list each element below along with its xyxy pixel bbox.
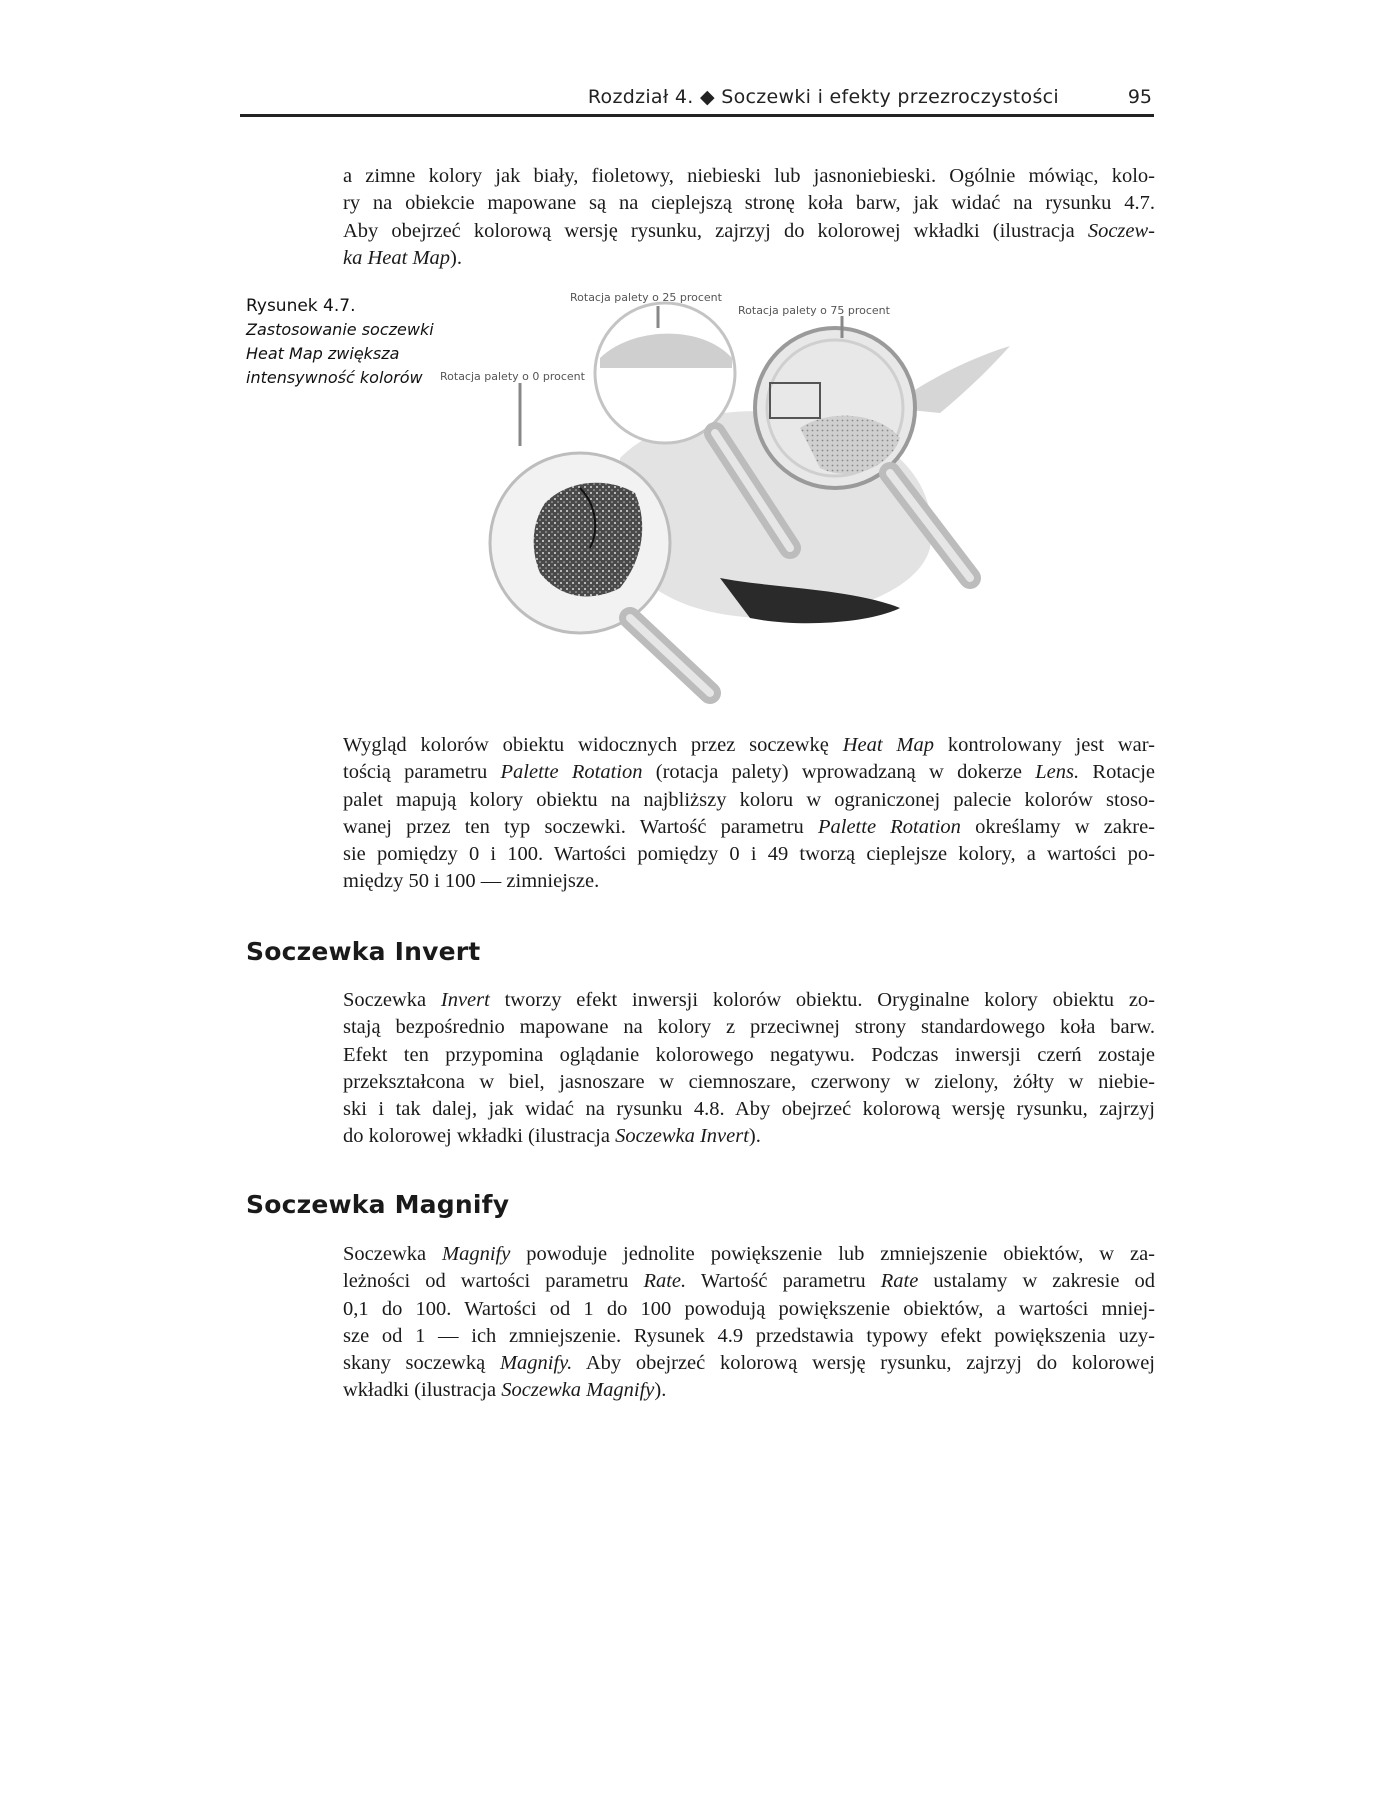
- text-line: a zimne kolory jak biały, fioletowy, niebieski lub jasnoniebieski. Ogólnie mówiąc, kolo-: [343, 165, 1155, 187]
- section-heading-magnify: Soczewka Magnify: [246, 1190, 510, 1219]
- intro-paragraph: [343, 163, 1155, 272]
- text-line: Soczewka Magnify powoduje jednolite powiększenie lub zmniejszenie obiektów, w za-: [343, 1243, 1155, 1265]
- lens-25-percent: [595, 303, 735, 443]
- text-line: skany soczewką Magnify. Aby obejrzeć kolorową wersję rysunku, zajrzyj do kolorowej: [343, 1352, 1155, 1375]
- text-line: palet mapują kolory obiektu na najbliższy koloru w ograniczonej palecie kolorów stoso-: [343, 788, 1155, 811]
- text-line: leżności od wartości parametru Rate. Wartość parametru Rate ustalamy w zakresie od: [343, 1270, 1156, 1293]
- text-line: 0,1 do 100. Wartości od 1 do 100 powodują powiększenie obiektów, a wartości mniej-: [343, 1297, 1155, 1320]
- text-line: między 50 i 100 — zimniejsze.: [343, 870, 600, 893]
- text-line: Soczewka Invert tworzy efekt inwersji kolorów obiektu. Oryginalne kolory obiektu zo-: [343, 989, 1155, 1011]
- callout-75: Rotacja palety o 75 procent: [738, 304, 890, 317]
- text-line: Aby obejrzeć kolorową wersję rysunku, zajrzyj do kolorowej wkładki (ilustracja Soczew-: [343, 219, 1155, 242]
- text-line: sie pomiędzy 0 i 100. Wartości pomiędzy 0 i 49 tworzą cieplejsze kolory, a wartości po-: [343, 843, 1155, 866]
- figure-caption-text: Zastosowanie soczewki Heat Map zwiększa intensywność kolorów: [246, 320, 434, 387]
- magnify-paragraph: [343, 1241, 1155, 1405]
- text-line: sze od 1 — ich zmniejszenie. Rysunek 4.9 przedstawia typowy efekt powiększenia uzy-: [343, 1324, 1155, 1347]
- callout-25: Rotacja palety o 25 procent: [570, 291, 722, 304]
- text-line: tością parametru Palette Rotation (rotacja palety) wprowadzaną w dokerze Lens. Rotacje: [343, 761, 1156, 784]
- text-line: przekształcona w biel, jasnoszare w ciemnoszare, czerwony w zielony, żółty w niebie-: [343, 1070, 1155, 1093]
- running-header: [240, 84, 1154, 117]
- text-line: do kolorowej wkładki (ilustracja Soczewka Invert).: [343, 1125, 761, 1148]
- figure-illustration: [440, 288, 1110, 718]
- text-line: stają bezpośrednio mapowane na kolory z przeciwnej strony standardowego koła barw.: [343, 1016, 1155, 1039]
- section-heading-invert: Soczewka Invert: [246, 937, 481, 966]
- text-line: wanej przez ten typ soczewki. Wartość parametru Palette Rotation określamy w zakre-: [343, 815, 1155, 838]
- text-line: wkładki (ilustracja Soczewka Magnify).: [343, 1379, 667, 1402]
- heat-map-lens-illustration: [440, 288, 1110, 718]
- chapter-title: Rozdział 4. ◆ Soczewki i efekty przezroczystości: [587, 86, 1059, 108]
- text-line: ski i tak dalej, jak widać na rysunku 4.8. Aby obejrzeć kolorową wersję rysunku, zajrzyj: [343, 1098, 1155, 1121]
- invert-paragraph: [343, 987, 1155, 1151]
- text-line: Wygląd kolorów obiektu widocznych przez soczewkę Heat Map kontrolowany jest war-: [343, 734, 1156, 756]
- page-number: 95: [1127, 86, 1152, 108]
- callout-0: Rotacja palety o 0 procent: [440, 370, 585, 383]
- heatmap-paragraph: [343, 732, 1155, 896]
- text-line: ka Heat Map).: [343, 246, 462, 269]
- text-line: ry na obiekcie mapowane są na cieplejszą stronę koła barw, jak widać na rysunku 4.7.: [343, 192, 1155, 215]
- text-line: Efekt ten przypomina oglądanie kolorowego negatywu. Podczas inwersji czerń zostaje: [343, 1043, 1155, 1066]
- figure-label: Rysunek 4.7.: [246, 296, 356, 316]
- figure-caption: [246, 294, 456, 390]
